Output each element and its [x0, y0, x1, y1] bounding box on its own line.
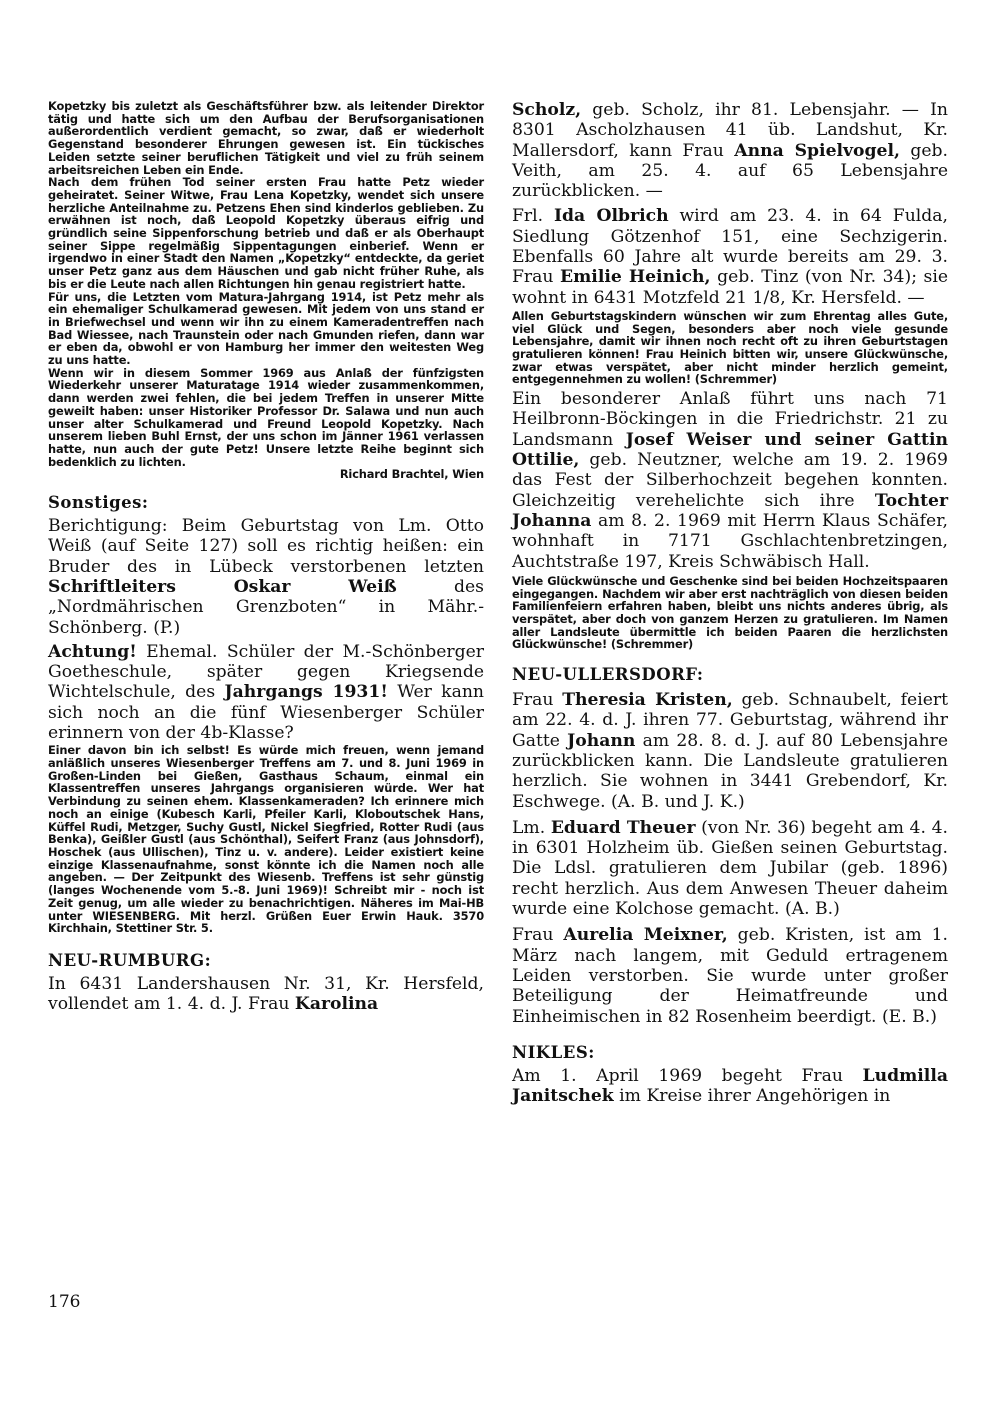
- weiser-paragraph: [512, 389, 948, 572]
- kopetzky-paragraph-3: Für uns, die Letzten vom Matura-Jahrgang 1914, ist Petz mehr als ein ehemaliger Schulkamerad gewesen. Mit jedem von uns stand er in Briefwechsel und wenn wir ihn zu einem Kameradentreffen nach Bad Wiessee, nach Traunstein oder nach Gmunden riefen, dann war er eben da, obwohl er von Hamburg her immer den weitesten Weg zu uns hatte.: [48, 289, 484, 368]
- neu-ullersdorf-heading: NEU-ULLERSDORF:: [512, 665, 704, 685]
- left-column: [48, 100, 484, 1015]
- neu-rumburg-text: In 6431 Landershausen Nr. 31, Kr. Hersfeld, vollendet am 1. 4. d. J. Frau: [48, 973, 484, 1015]
- right-column: [512, 100, 948, 1106]
- geburtstag-note: Allen Geburtstagskindern wünschen wir zum Ehrentag alles Gute, viel Glück und Segen, besonders aber noch viele gesunde Lebensjahre, damit wir ihnen noch recht oft zu ihren Geburtstagen gratulieren können! Frau Heinich bitten wir, unsere Glückwünsche, zwar etwas verspätet, aber nicht minder herzlich gemeint, entgegennehmen zu wollen! (Schremmer): [512, 308, 948, 387]
- theuer-name: Eduard Theuer: [550, 817, 696, 838]
- neu-rumburg-name: Karolina: [294, 994, 379, 1015]
- janitschek-name: Ludmilla Janitschek: [512, 1065, 948, 1107]
- weiser-text-a: Ein besonderer Anlaß führt uns nach 71 Heilbronn-Böckingen in die Friedrichstr. 21 zu Landsmann: [512, 389, 948, 450]
- olbrich-name: Ida Olbrich: [553, 206, 669, 227]
- nikles-heading: NIKLES:: [512, 1042, 595, 1062]
- achtung-text-a: Ehemal. Schüler der M.-Schönberger Goetheschule, später gegen Kriegsende Wichtelschule, des: [48, 641, 484, 703]
- page-number: 176: [48, 1292, 81, 1312]
- meixner-text-a: Frau: [512, 925, 564, 946]
- einer-signature: Erwin Hauk. 3570 Kirchhain, Stettiner Str. 5.: [48, 908, 484, 936]
- sonstiges-heading: Sonstiges:: [48, 493, 149, 513]
- neu-rumburg-heading: NEU-RUMBURG:: [48, 950, 212, 970]
- einer-text: Einer davon bin ich selbst! Es würde mich freuen, wenn jemand anläßlich unseres Wiesenberger Treffens am 7. und 8. Juni 1969 in Großen-Linden bei Gießen, Gasthaus Schaum, einmal ein Klassentreffen unseres Jahrgangs organisieren würde. Wer hat Verbindung zu seinen ehem. Klassenkameraden? Ich erinnere mich noch an einige (Kubesch Karli, Pfeiler Karli, Kloboutschek Hans, Küffel Rudi, Metzger, Suchy Gustl, Nickel Siegfried, Rotter Rudi (aus Benka), Geißler Gustl (aus Schönthal), Seifert Franz (aus Johnsdorf), Hoschek (aus Ullischen), Tinz u. v. andere). Leider existiert keine einzige Klassenaufnahme, sonst könnte ich die Namen noch alle angeben. — Der Zeitpunkt des Wiesenb. Treffens ist sehr günstig (langes Wochenende vom 5.-8. Juni 1969)! Schreibt mir - noch ist Zeit genug, um alle wieder zu benachrichtigen. Näheres im Mai-HB unter WIESENBERG. Mit herzl. Grüßen Euer: [48, 743, 484, 923]
- nikles-paragraph: [512, 1066, 948, 1107]
- scholz-text-a: geb. Scholz, ihr 81. Lebensjahr. — In 8301 Ascholzhausen 41 üb. Landshut, Kr. Mallersdorf, kann Frau: [512, 100, 948, 161]
- hochzeit-note: Viele Glückwünsche und Geschenke sind bei beiden Hochzeitspaaren eingegangen. Nachdem wir aber erst nachträglich von diesen beiden Familienfeiern erfahren haben, bleibt uns nichts anderes übrig, als verspätet, aber doch von ganzem Herzen zu gratulieren. Im Namen aller Landsleute übermittle ich beiden Paaren die herzlichsten Glückwünsche! (Schremmer): [512, 573, 948, 652]
- meixner-paragraph: [512, 925, 948, 1026]
- heinich-name: Emilie Heinich,: [560, 267, 711, 288]
- achtung-paragraph: [48, 642, 484, 743]
- kristen-paragraph: [512, 690, 948, 812]
- weiser-name: Josef Weiser und seiner Gattin Ottilie,: [512, 429, 948, 471]
- kristen-name: Theresia Kristen,: [562, 690, 733, 711]
- olbrich-text-a: Frl.: [512, 206, 554, 227]
- scholz-text-b: geb. Veith, am 25. 4. auf 65 Lebensjahre zurückblicken. —: [512, 140, 948, 202]
- neu-rumburg-paragraph: [48, 974, 484, 1015]
- johann-name: Johann: [567, 730, 636, 751]
- nikles-text-a: Am 1. April 1969 begeht Frau: [512, 1065, 863, 1086]
- berichtigung-text-a: Berichtigung: Beim Geburtstag von Lm. Otto Weiß (auf Seite 127) soll es richtig heißen: ein Bruder des in Lübeck verstorbenen letzten: [48, 516, 484, 577]
- achtung-jahrgang: Jahrgangs 1931!: [224, 682, 388, 703]
- weiser-text-b: geb. Neutzner, welche am 19. 2. 1969 das Fest der Silberhochzeit begehen konnten. Gleichzeitig verehelichte sich ihre: [512, 450, 948, 511]
- kopetzky-signature: Richard Brachtel, Wien: [339, 467, 484, 482]
- olbrich-paragraph: [512, 206, 948, 307]
- kopetzky-paragraph-4-text: Wenn wir in diesem Sommer 1969 aus Anlaß der fünfzigsten Wiederkehr unserer Maturatage 1914 wieder zusammenkommen, dann werden zwei fehlen, die bei jedem Treffen in unserer Mitte geweilt haben: unser Historiker Professor Dr. Salawa und nun auch unser alter Schulkamerad und Freund Leopold Kopetzky. Nach unserem lieben Buhl Ernst, der uns schon im Jänner 1961 verlassen hatte, nun auch der gute Petz! Unsere letzte Reihe beginnt sich bedenklich zu lichten.: [48, 365, 484, 469]
- theuer-text-b: (von Nr. 36) begeht am 4. 4. in 6301 Holzheim üb. Gießen seinen Geburtstag. Die Ldsl. gratulieren dem Jubilar (geb. 1896) recht herzlich. Aus dem Anwesen Theuer daheim wurde eine Kolchose gemacht. (A. B.): [512, 817, 948, 920]
- kristen-text-a: Frau: [512, 690, 563, 711]
- kristen-text-c: am 28. 8. d. J. auf 80 Lebensjahre zurückblicken kann. Die Landsleute gratulieren herzlich. Sie wohnen in 3441 Grebendorf, Kr. Eschwege. (A. B. und J. K.): [512, 730, 948, 812]
- olbrich-text-c: geb. Tinz (von Nr. 34); sie wohnt in 6431 Motzfeld 21 1/8, Kr. Hersfeld. —: [512, 267, 949, 308]
- kristen-text-b: geb. Schnaubelt, feiert am 22. 4. d. J. ihren 77. Geburtstag, während ihr Gatte: [512, 690, 948, 751]
- einer-paragraph: [48, 744, 484, 935]
- tochter-name: Tochter Johanna: [512, 490, 948, 531]
- scholz-paragraph: [512, 100, 948, 201]
- spielvogel-name: Anna Spielvogel,: [734, 140, 900, 161]
- scholz-name: Scholz,: [512, 100, 582, 120]
- meixner-name: Aurelia Meixner,: [563, 925, 728, 946]
- theuer-text-a: Lm.: [512, 817, 551, 838]
- kopetzky-paragraph-4: [48, 367, 484, 481]
- theuer-paragraph: [512, 818, 948, 919]
- berichtigung-name: Schriftleiters Oskar Weiß: [48, 576, 397, 597]
- achtung-text-b: Wer kann sich noch an die fünf Wiesenberger Schüler erinnern von der 4b-Klasse?: [48, 682, 484, 744]
- meixner-text-b: geb. Kristen, ist am 1. März nach langem, mit Geduld ertragenem Leiden verstorben. Sie wurde unter großer Beteiligung der Heimatfreunde und Einheimischen in 82 Rosenheim beerdigt. (E. B.): [512, 925, 948, 1027]
- kopetzky-paragraph-2: Nach dem frühen Tod seiner ersten Frau hatte Petz wieder geheiratet. Seiner Witwe, Frau Lena Kopetzky, wendet sich unsere herzliche Anteilnahme zu. Petzens Ehen sind kinderlos geblieben. Zu erwähnen ist noch, daß Leopold Kopetzky überaus eifrig und gründlich seine Sippenforschung betrieb und daß er als Oberhaupt seiner Sippe regelmäßig Sippentagungen einberief. Wenn er irgendwo in einer Stadt den Namen „Kopetzky“ entdeckte, da geriet unser Petz ganz aus dem Häuschen und gab nicht früher Ruhe, als bis er die Leute nach allen Richtungen hin genau registriert hatte.: [48, 175, 484, 291]
- olbrich-text-b: wird am 23. 4. in 64 Fulda, Siedlung Götzenhof 151, eine Sechzigerin. Ebenfalls 60 Jahre alt wurde bereits am 29. 3. Frau: [512, 206, 948, 288]
- berichtigung-text-b: des „Nordmährischen Grenzboten“ in Mähr.-Schönberg. (P.): [48, 576, 484, 638]
- kopetzky-paragraph-1: Kopetzky bis zuletzt als Geschäftsführer bzw. als leitender Direktor tätig und hatte sich um den Aufbau der Berufsorganisationen außerordentlich verdient gemacht, so zwar, daß er wiederholt Gegenstand besonderer Ehrungen gewesen ist. Ein tückisches Leiden setzte seiner beruflichen Tätigkeit und viel zu früh seinem arbeitsreichen Leben ein Ende.: [48, 99, 484, 177]
- berichtigung-paragraph: [48, 516, 484, 638]
- weiser-text-c: am 8. 2. 1969 mit Herrn Klaus Schäfer, wohnhaft in 7171 Gschlachtenbretzingen, Auchtstraße 197, Kreis Schwäbisch Hall.: [512, 510, 948, 572]
- achtung-label: Achtung!: [48, 641, 137, 662]
- nikles-text-b: im Kreise ihrer Angehörigen in: [613, 1086, 891, 1107]
